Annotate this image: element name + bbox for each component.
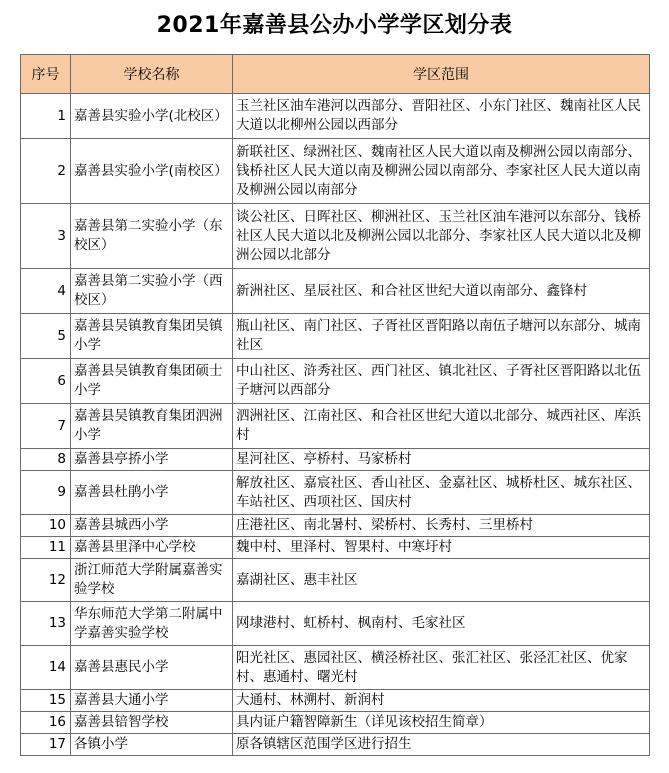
row-num: 9 xyxy=(21,471,71,515)
table-row xyxy=(21,602,650,646)
row-school: 华东师范大学第二附属中学嘉善实验学校 xyxy=(71,602,233,646)
table-row xyxy=(21,537,650,559)
row-district: 瓶山社区、南门社区、子胥社区晋阳路以南伍子塘河以东部分、城南社区 xyxy=(233,314,650,359)
row-district: 魏中村、里泽村、智果村、中寒圩村 xyxy=(233,537,650,559)
table-row xyxy=(21,314,650,359)
table-row xyxy=(21,449,650,471)
row-school: 浙江师范大学附属嘉善实验学校 xyxy=(71,559,233,602)
table-row xyxy=(21,646,650,690)
row-district: 阳光社区、惠园社区、横泾桥社区、张汇社区、张泾汇社区、优家村、惠通村、曙光村 xyxy=(233,646,650,690)
row-num: 6 xyxy=(21,359,71,404)
table-row xyxy=(21,359,650,404)
table-row xyxy=(21,404,650,449)
row-district: 新联社区、绿洲社区、魏南社区人民大道以南及柳洲公园以南部分、钱桥社区人民大道以南及柳洲公园以南部分、李家社区人民大道以南及柳洲公园以南部分 xyxy=(233,139,650,204)
table-row xyxy=(21,690,650,712)
page-title: 2021年嘉善县公办小学学区划分表 xyxy=(156,13,513,38)
row-num: 4 xyxy=(21,269,71,314)
row-school: 嘉善县里泽中心学校 xyxy=(71,537,233,559)
table-row xyxy=(21,515,650,537)
table-header-row xyxy=(21,55,650,94)
table-row xyxy=(21,471,650,515)
row-district: 网埭港村、虹桥村、枫南村、毛家社区 xyxy=(233,602,650,646)
row-num: 16 xyxy=(21,712,71,734)
table-row xyxy=(21,712,650,734)
row-district: 大通村、林溯村、新润村 xyxy=(233,690,650,712)
header-district: 学区范围 xyxy=(233,55,650,94)
row-district: 嘉湖社区、惠丰社区 xyxy=(233,559,650,602)
row-school: 嘉善县第二实验小学（东校区） xyxy=(71,204,233,269)
row-school: 嘉善县惠民小学 xyxy=(71,646,233,690)
row-num: 3 xyxy=(21,204,71,269)
row-num: 14 xyxy=(21,646,71,690)
row-num: 8 xyxy=(21,449,71,471)
row-num: 5 xyxy=(21,314,71,359)
row-district: 玉兰社区油车港河以西部分、晋阳社区、小东门社区、魏南社区人民大道以北柳州公园以西部分 xyxy=(233,94,650,139)
row-district: 星河社区、亭桥村、马家桥村 xyxy=(233,449,650,471)
header-school: 学校名称 xyxy=(71,55,233,94)
table-row xyxy=(21,269,650,314)
row-num: 10 xyxy=(21,515,71,537)
row-num: 7 xyxy=(21,404,71,449)
row-num: 1 xyxy=(21,94,71,139)
table-row xyxy=(21,734,650,756)
row-district: 泗洲社区、江南社区、和合社区世纪大道以北部分、城西社区、库浜村 xyxy=(233,404,650,449)
row-school: 嘉善县第二实验小学（西校区） xyxy=(71,269,233,314)
row-num: 12 xyxy=(21,559,71,602)
row-district: 新洲社区、星辰社区、和合社区世纪大道以南部分、鑫锋村 xyxy=(233,269,650,314)
table-row xyxy=(21,139,650,204)
row-school: 各镇小学 xyxy=(71,734,233,756)
row-district: 谈公社区、日晖社区、柳洲社区、玉兰社区油车港河以东部分、钱桥社区人民大道以北及柳洲公园以北部分、李家社区人民大道以北及柳洲公园以北部分 xyxy=(233,204,650,269)
row-district: 原各镇辖区范围学区进行招生 xyxy=(233,734,650,756)
row-school: 嘉善县吴镇教育集团吴镇小学 xyxy=(71,314,233,359)
row-num: 17 xyxy=(21,734,71,756)
row-school: 嘉善县吴镇教育集团泗洲小学 xyxy=(71,404,233,449)
row-num: 11 xyxy=(21,537,71,559)
table-row xyxy=(21,559,650,602)
school-district-table xyxy=(20,54,650,756)
row-school: 嘉善县城西小学 xyxy=(71,515,233,537)
row-district: 庄港社区、南北暑村、梁桥村、长秀村、三里桥村 xyxy=(233,515,650,537)
row-school: 嘉善县杜鹃小学 xyxy=(71,471,233,515)
row-school: 嘉善县吴镇教育集团硕士小学 xyxy=(71,359,233,404)
row-school: 嘉善县亭挢小学 xyxy=(71,449,233,471)
table-row xyxy=(21,94,650,139)
row-num: 13 xyxy=(21,602,71,646)
row-district: 具内证户籍智障新生（详见该校招生简章） xyxy=(233,712,650,734)
row-school: 嘉善县实验小学(南校区） xyxy=(71,139,233,204)
row-district: 解放社区、嘉宸社区、香山社区、金嘉社区、城桥杜区、城东社区、车站社区、西项社区、国庆村 xyxy=(233,471,650,515)
row-school: 嘉善县实验小学(北校区） xyxy=(71,94,233,139)
row-school: 嘉善县锫智学校 xyxy=(71,712,233,734)
row-num: 2 xyxy=(21,139,71,204)
row-district: 中山社区、浒秀社区、西门社区、镇北社区、子胥社区晋阳路以北伍子塘河以西部分 xyxy=(233,359,650,404)
header-num: 序号 xyxy=(21,55,71,94)
row-num: 15 xyxy=(21,690,71,712)
table-row xyxy=(21,204,650,269)
row-school: 嘉善县大通小学 xyxy=(71,690,233,712)
